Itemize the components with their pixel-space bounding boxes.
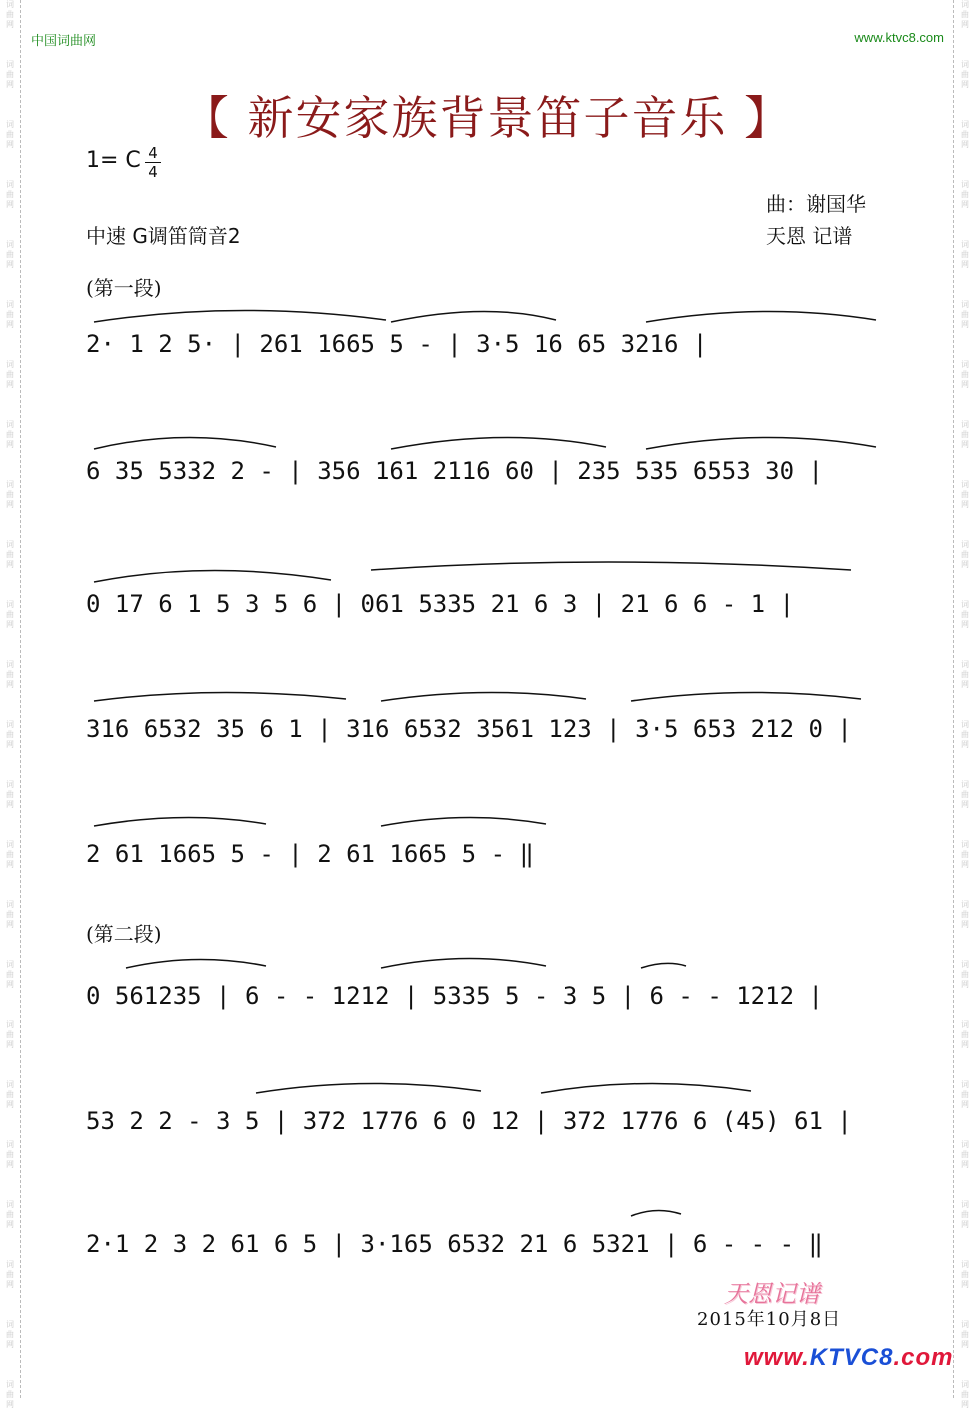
watermark-glyph-group: 词 曲 网	[961, 240, 969, 269]
watermark-glyph-group: 词 曲 网	[6, 1080, 14, 1109]
watermark-glyph-group: 词 曲 网	[961, 420, 969, 449]
watermark-glyph-group: 词 曲 网	[6, 1020, 14, 1049]
score-line-1	[86, 300, 890, 390]
watermark-glyph-group: 词 曲 网	[961, 1380, 969, 1409]
watermark-glyph-group: 词 曲 网	[6, 0, 14, 29]
watermark-glyph-group: 词 曲 网	[6, 960, 14, 989]
score-line-7	[86, 1077, 890, 1167]
watermark-glyph-group: 词 曲 网	[6, 180, 14, 209]
notation-line-4: 316 6532 35 6 1 | 316 6532 3561 123 | 3·5 653 212 0 |	[86, 715, 852, 743]
score-line-3	[86, 560, 890, 650]
watermark-glyph-group: 词 曲 网	[961, 600, 969, 629]
watermark-glyph-group: 词 曲 网	[6, 660, 14, 689]
notation-line-8: 2·1 2 3 2 61 6 5 | 3·165 6532 21 6 5321 | 6 - - - ‖	[86, 1230, 823, 1258]
notation-line-3: 0 17 6 1 5 3 5 6 | 061 5335 21 6 3 | 21 6 6 - 1 |	[86, 590, 795, 618]
watermark-glyph-group: 词 曲 网	[6, 1200, 14, 1229]
watermark-glyph-group: 词 曲 网	[6, 1380, 14, 1409]
watermark-glyph-group: 词 曲 网	[961, 120, 969, 149]
watermark-glyph-group: 词 曲 网	[6, 720, 14, 749]
watermark-glyph-group: 词 曲 网	[961, 1020, 969, 1049]
score-title: 【 新安家族背景笛子音乐 】	[182, 91, 793, 145]
watermark-glyph-group: 词 曲 网	[961, 780, 969, 809]
time-signature-bottom: 4	[148, 163, 158, 181]
watermark-glyph-group: 词 曲 网	[961, 540, 969, 569]
footer-url-part1: www.	[744, 1344, 810, 1371]
watermark-glyph-group: 词 曲 网	[6, 300, 14, 329]
watermark-glyph-group: 词 曲 网	[6, 1260, 14, 1289]
watermark-glyph-group: 词 曲 网	[961, 0, 969, 29]
watermark-glyph-group: 词 曲 网	[6, 480, 14, 509]
watermark-glyph-group: 词 曲 网	[961, 1200, 969, 1229]
watermark-glyph-group: 词 曲 网	[961, 1140, 969, 1169]
watermark-glyph-group: 词 曲 网	[6, 360, 14, 389]
section-label-2: (第二段)	[86, 922, 162, 946]
watermark-glyph-group: 词 曲 网	[961, 660, 969, 689]
watermark-glyph-group: 词 曲 网	[961, 960, 969, 989]
watermark-glyph-group: 词 曲 网	[6, 1140, 14, 1169]
notation-line-2: 6 35 5332 2 - | 356 161 2116 60 | 235 535 6553 30 |	[86, 457, 823, 485]
notation-line-5: 2 61 1665 5 - | 2 61 1665 5 - ‖	[86, 840, 534, 868]
watermark-glyph-group: 词 曲 网	[961, 300, 969, 329]
watermark-glyph-group: 词 曲 网	[6, 1320, 14, 1349]
time-signature	[145, 145, 161, 180]
watermark-glyph-group: 词 曲 网	[961, 1080, 969, 1109]
footer-url-part3: .com	[893, 1344, 954, 1371]
scribe-credit: 天恩 记谱	[766, 224, 853, 248]
watermark-glyph-group: 词 曲 网	[6, 780, 14, 809]
score-line-2	[86, 427, 890, 517]
watermark-glyph-group: 词 曲 网	[961, 60, 969, 89]
key-signature: 1= C	[86, 148, 141, 173]
watermark-glyph-group: 词 曲 网	[961, 1320, 969, 1349]
right-border	[953, 0, 954, 1398]
score-line-5	[86, 810, 890, 900]
handwritten-signature: 天恩记谱	[724, 1280, 820, 1308]
watermark-glyph-group: 词 曲 网	[6, 840, 14, 869]
site-name-left[interactable]: 中国词曲网	[31, 34, 97, 49]
section-label-1: (第一段)	[86, 276, 162, 300]
watermark-glyph-group: 词 曲 网	[6, 540, 14, 569]
watermark-glyph-group: 词 曲 网	[961, 480, 969, 509]
tempo-marking: 中速 G调笛筒音2	[86, 224, 241, 248]
score-line-4	[86, 685, 890, 775]
site-url-right[interactable]: www.ktvc8.com	[854, 30, 944, 45]
footer-url[interactable]	[744, 1344, 953, 1372]
watermark-glyph-group: 词 曲 网	[961, 840, 969, 869]
composer-credit: 曲：谢国华	[766, 192, 866, 216]
watermark-glyph-group: 词 曲 网	[961, 360, 969, 389]
time-signature-top: 4	[148, 144, 158, 162]
watermark-glyph-group: 词 曲 网	[6, 60, 14, 89]
score-line-6	[86, 952, 890, 1042]
notation-line-6: 0 561235 | 6 - - 1212 | 5335 5 - 3 5 | 6 - - 1212 |	[86, 982, 823, 1010]
watermark-glyph-group: 词 曲 网	[6, 420, 14, 449]
watermark-glyph-group: 词 曲 网	[961, 900, 969, 929]
watermark-glyph-group: 词 曲 网	[6, 600, 14, 629]
notation-line-7: 53 2 2 - 3 5 | 372 1776 6 0 12 | 372 1776 6 (45) 61 |	[86, 1107, 852, 1135]
score-date: 2015年10月8日	[697, 1309, 842, 1330]
watermark-glyph-group: 词 曲 网	[6, 900, 14, 929]
watermark-glyph-group: 词 曲 网	[961, 180, 969, 209]
watermark-glyph-group: 词 曲 网	[961, 720, 969, 749]
watermark-glyph-group: 词 曲 网	[6, 120, 14, 149]
footer-url-part2: KTVC8	[809, 1344, 894, 1371]
left-border	[20, 0, 21, 1398]
watermark-glyph-group: 词 曲 网	[961, 1260, 969, 1289]
notation-line-1: 2· 1 2 5· | 261 1665 5 - | 3·5 16 65 3216 |	[86, 330, 708, 358]
watermark-glyph-group: 词 曲 网	[6, 240, 14, 269]
